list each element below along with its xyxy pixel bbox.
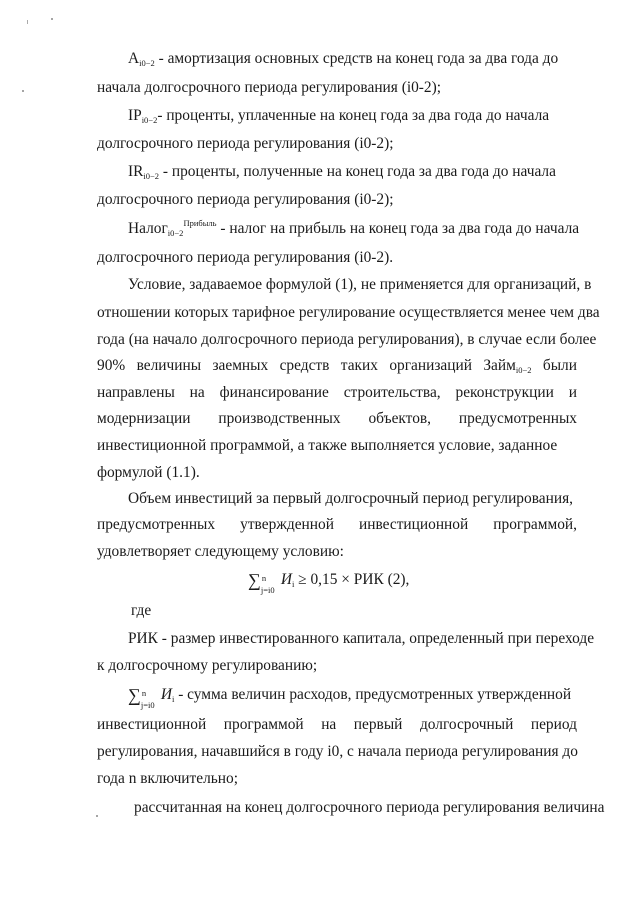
- term-subscript: i0−2: [141, 115, 158, 125]
- text-span: долгосрочного периода регулирования (i0-2).: [97, 249, 394, 266]
- term-label: Налог: [128, 220, 168, 237]
- text-word: финансирование: [219, 384, 329, 401]
- term-subscript: i0−2: [515, 365, 532, 375]
- text-span: рассчитанная на конец долгосрочного периода регулирования величина: [134, 799, 605, 816]
- term-superscript: Прибыль: [183, 218, 217, 228]
- text-span: к долгосрочному регулированию;: [97, 657, 318, 674]
- text-word: были: [542, 357, 577, 374]
- text-word: объектов,: [368, 410, 432, 427]
- term-subscript: i0−2: [139, 58, 155, 68]
- text-span: долгосрочного периода регулирования (i0-2);: [97, 135, 394, 152]
- text-word: период: [530, 716, 577, 733]
- sum-limits: [140, 686, 161, 711]
- text-word: долгосрочный: [419, 716, 514, 733]
- text-span: инвестиционной программой, а также выполняется условие, заданное: [97, 437, 558, 454]
- text-word: организаций: [389, 357, 472, 374]
- sum-symbol: ∑: [128, 685, 141, 705]
- text-line: [128, 684, 572, 711]
- text-line: [97, 79, 441, 97]
- sum-symbol: ∑: [248, 570, 261, 590]
- text-word: инвестиционной: [97, 716, 207, 733]
- text-line: [97, 304, 600, 322]
- text-line: [97, 410, 577, 428]
- text-line: [128, 630, 594, 648]
- text-word: на: [321, 716, 337, 733]
- text-line: [131, 602, 151, 620]
- sum-limits: [260, 571, 281, 596]
- text-line: [97, 331, 596, 349]
- text-span: регулирования, начавшийся в году i0, с начала периода регулирования до: [97, 743, 578, 760]
- text-line: [97, 191, 394, 209]
- text-line: [128, 107, 549, 125]
- text-span: - амортизация основных средств на конец года за два года до: [154, 50, 559, 67]
- term-zaim: [483, 357, 531, 375]
- formula-rest: ≥ 0,15 × РИК (2),: [294, 571, 410, 588]
- text-word: направлены: [97, 384, 175, 401]
- text-word: предусмотренных: [458, 410, 577, 427]
- text-word: модернизации: [97, 410, 191, 427]
- text-line: [97, 357, 577, 375]
- text-line: [128, 163, 556, 181]
- text-word: таких: [340, 357, 378, 374]
- text-line: [128, 50, 558, 68]
- text-line: [97, 543, 344, 561]
- text-word: средств: [279, 357, 330, 374]
- term-subscript: i0−2: [167, 228, 184, 238]
- formula-2: [248, 569, 410, 596]
- scan-speck: [51, 18, 53, 20]
- formula-variable: И: [160, 686, 172, 703]
- term-label: IP: [128, 107, 142, 124]
- text-word: величины: [136, 357, 202, 374]
- formula-variable: И: [280, 571, 292, 588]
- formula-subscript: i: [171, 694, 175, 704]
- text-line: [134, 799, 604, 817]
- text-line: [97, 384, 577, 402]
- text-word: и: [568, 384, 577, 401]
- text-word: строительства,: [343, 384, 441, 401]
- text-line: [97, 716, 577, 734]
- text-line: [97, 743, 578, 761]
- text-span: долгосрочного периода регулирования (i0-2);: [97, 191, 394, 208]
- text-word: реконструкции: [455, 384, 554, 401]
- text-word: утвержденной: [240, 516, 334, 533]
- term-subscript: i0−2: [143, 171, 160, 181]
- text-line: [97, 249, 393, 267]
- text-line: [128, 490, 573, 508]
- sum-lower-limit: j=i0: [260, 585, 275, 596]
- scan-speck: [22, 90, 24, 92]
- text-span: РИК - размер инвестированного капитала, определенный при переходе: [128, 630, 595, 647]
- sum-upper-limit: n: [261, 573, 267, 584]
- text-span: удовлетворяет следующему условию:: [97, 543, 344, 560]
- text-line: [97, 516, 577, 534]
- text-line: [97, 437, 557, 455]
- sum-upper-limit: n: [141, 688, 147, 699]
- text-span: - проценты, полученные на конец года за два года до начала: [159, 163, 556, 180]
- text-word: производственных: [218, 410, 341, 427]
- text-word: 90%: [97, 357, 126, 374]
- text-span: года (на начало долгосрочного периода регулирования), в случае если более: [97, 331, 597, 348]
- text-line: [97, 770, 238, 788]
- text-line: [97, 657, 317, 675]
- text-span: Условие, задаваемое формулой (1), не применяется для организаций, в: [128, 276, 592, 293]
- text-span: отношении которых тарифное регулирование осуществляется менее чем два: [97, 304, 600, 321]
- text-span: - налог на прибыль на конец года за два года до начала: [216, 220, 580, 237]
- text-span: где: [131, 602, 152, 619]
- text-word: заемных: [212, 357, 269, 374]
- text-line: [97, 464, 200, 482]
- text-word: инвестиционной: [359, 516, 469, 533]
- text-word: программой: [223, 716, 304, 733]
- text-span: формулой (1.1).: [97, 464, 200, 481]
- term-label: IR: [128, 163, 144, 180]
- text-span: Объем инвестиций за первый долгосрочный период регулирования,: [128, 490, 573, 507]
- text-word: предусмотренных: [97, 516, 216, 533]
- scan-speck: [96, 815, 98, 817]
- text-span: начала долгосрочного периода регулирования (i0-2);: [97, 79, 442, 96]
- text-line: [128, 220, 579, 238]
- formula-subscript: i: [291, 579, 295, 589]
- term-label: Займ: [483, 357, 516, 374]
- text-span: года n включительно;: [97, 770, 239, 787]
- text-word: программой,: [493, 516, 577, 533]
- text-word: первый: [353, 716, 403, 733]
- sum-lower-limit: j=i0: [140, 700, 155, 711]
- term-label: А: [128, 50, 140, 67]
- text-span: - проценты, уплаченные на конец года за два года до начала: [157, 107, 550, 124]
- text-line: [97, 135, 394, 153]
- text-word: на: [189, 384, 205, 401]
- text-line: [128, 276, 591, 294]
- text-span: - сумма величин расходов, предусмотренных утвержденной: [174, 686, 572, 703]
- scan-mark: [27, 20, 28, 24]
